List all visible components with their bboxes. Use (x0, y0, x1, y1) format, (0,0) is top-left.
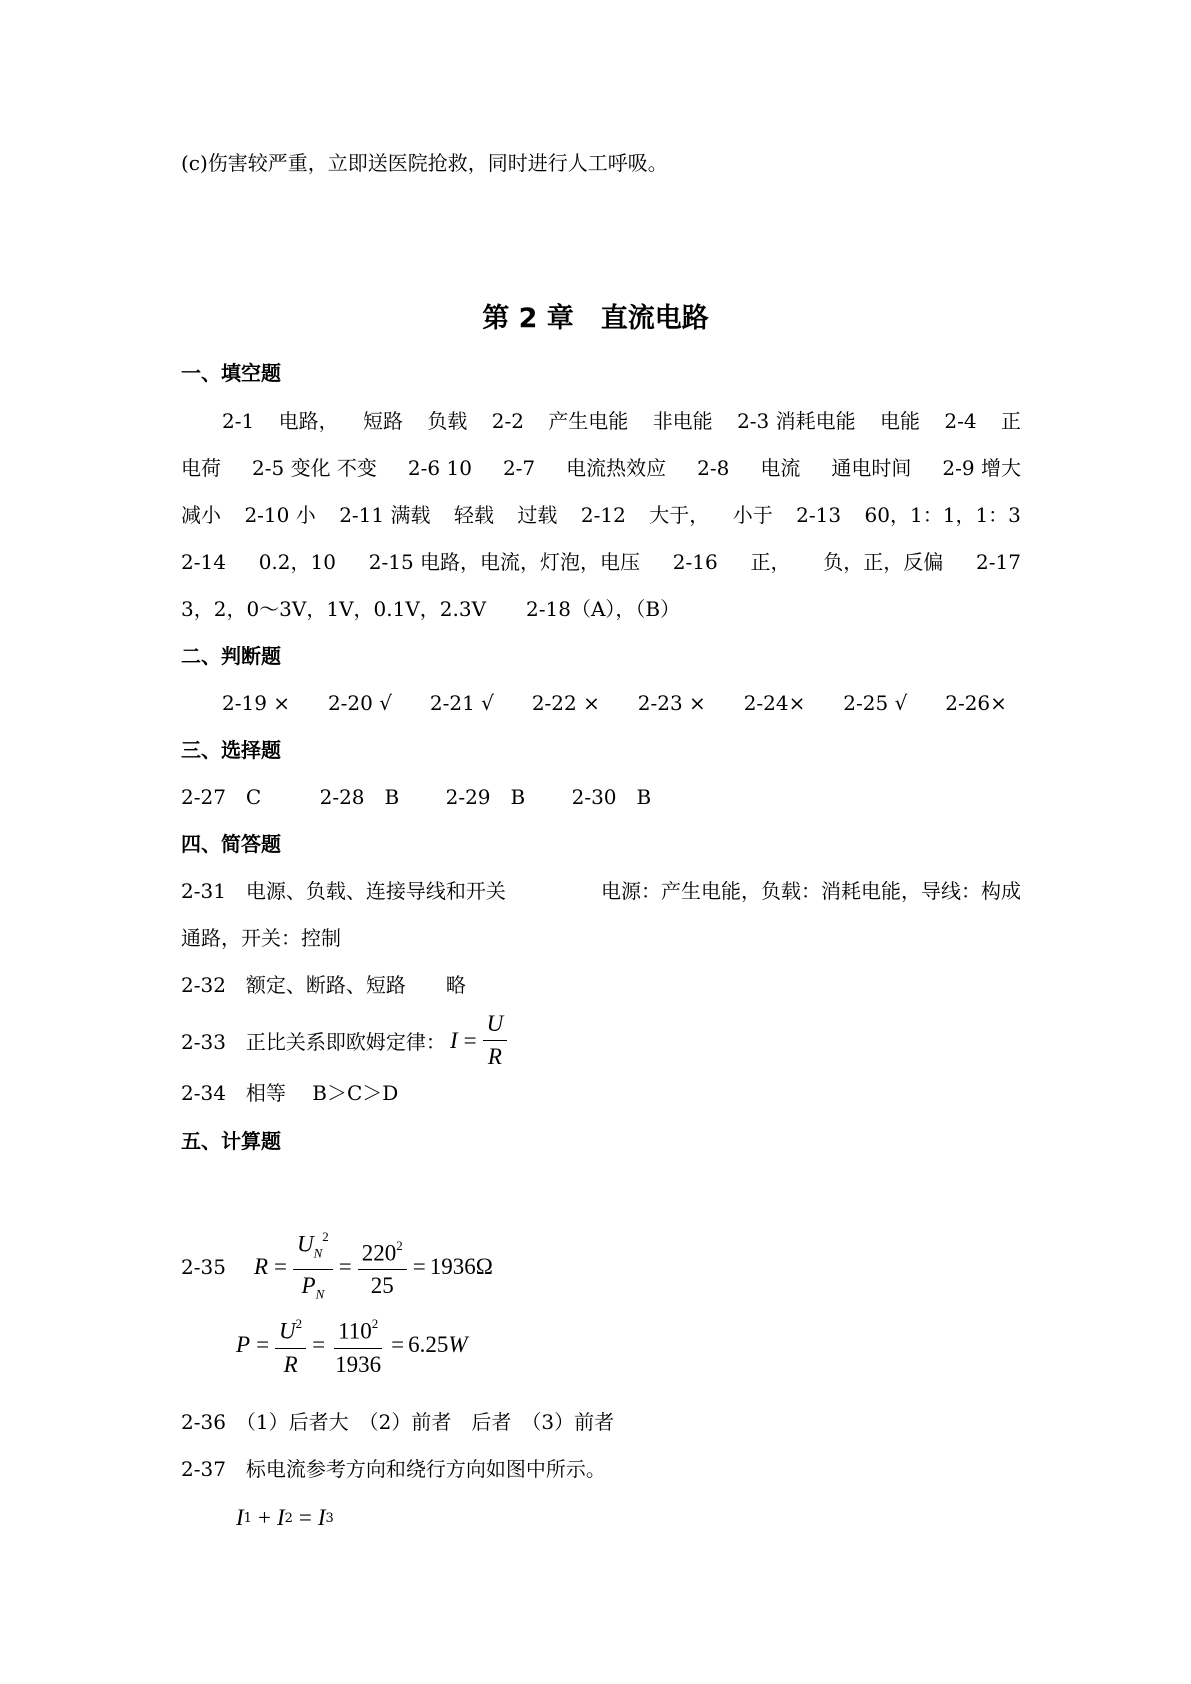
ohm-fraction (483, 1010, 508, 1071)
fill-item: 2-11 满载 (339, 503, 431, 527)
equals-sign: = (274, 1253, 287, 1279)
fill-item: 大于， (649, 503, 710, 527)
fill-in-line-1 (222, 408, 1021, 434)
voltage-symbol: U (296, 1231, 314, 1257)
fill-item: 减小 (181, 503, 221, 527)
choice-item: 2-30 B (571, 785, 652, 809)
fill-item: 通电时间 (831, 456, 912, 480)
judge-item: 2-22 × (531, 691, 600, 715)
fill-item: 2-4 (944, 409, 977, 433)
fill-item: 2-6 10 (407, 456, 472, 480)
fill-item: 负，正，反偏 (823, 550, 944, 574)
formula-current: I (449, 1027, 458, 1053)
fill-item: 2-5 变化 不变 (252, 456, 377, 480)
answer-2-31-continued: 通路，开关：控制 (181, 926, 341, 950)
power-symbol: P (236, 1332, 251, 1358)
fill-item: 2-15 电路，电流，灯泡，电压 (368, 550, 641, 574)
exponent: 2 (322, 1229, 329, 1244)
calc-2-35-label: 2-35 (181, 1254, 226, 1279)
result-value: 1936Ω (429, 1253, 493, 1279)
fraction-numerator (358, 1234, 407, 1271)
plus-sign: + (257, 1505, 271, 1530)
fill-item: 2-2 (491, 409, 524, 433)
top-line: (c)伤害较严重，立即送医院抢救，同时进行人工呼吸。 (181, 151, 668, 175)
choice-item: 2-28 B (319, 785, 400, 809)
judge-line (222, 690, 1007, 716)
fill-item: 2-12 (580, 503, 626, 527)
fraction-denominator: 25 (370, 1273, 394, 1299)
section-fill-in-heading: 一、填空题 (181, 361, 281, 385)
fill-item: 电能 (880, 409, 921, 433)
fill-item: 2-17 (976, 550, 1021, 574)
fill-item: 小于 (732, 503, 773, 527)
equals-sign: = (312, 1332, 326, 1358)
choice-line (181, 784, 1021, 810)
answer-2-33-label: 2-33 正比关系即欧姆定律： (181, 1030, 446, 1054)
equals-sign: = (256, 1332, 270, 1358)
judge-item: 2-26× (945, 691, 1007, 715)
fraction-values (358, 1234, 407, 1301)
exponent: 2 (396, 1237, 403, 1253)
equals-sign: = (391, 1332, 405, 1358)
fraction-denominator: R (283, 1351, 298, 1377)
fill-item: 2-3 消耗电能 (737, 409, 856, 433)
answer-2-34: 2-34 相等 B＞C＞D (181, 1081, 399, 1105)
fill-item: 短路 (362, 409, 403, 433)
fill-item: 2-14 (181, 550, 226, 574)
number: 110 (338, 1318, 372, 1344)
resistance-symbol: R (253, 1253, 268, 1279)
number: 220 (361, 1240, 397, 1266)
fill-item: 2-10 小 (244, 503, 316, 527)
fill-item: 电荷 (181, 456, 221, 480)
fraction-values (331, 1312, 385, 1379)
fraction-rated (293, 1225, 333, 1309)
calc-power (236, 1312, 468, 1379)
answer-2-31-line (181, 878, 1021, 904)
unit-watt: W (448, 1332, 468, 1358)
fill-in-line-4 (181, 549, 1021, 575)
judge-item: 2-23 × (637, 691, 706, 715)
subscript: 1 (243, 1510, 252, 1526)
fill-item: 电流热效应 (566, 456, 667, 480)
section-short-answer-heading: 四、简答题 (181, 832, 281, 856)
chapter-title: 第 2 章 直流电路 (482, 303, 709, 334)
answer-2-33 (181, 1010, 513, 1071)
current-symbol: I (236, 1505, 244, 1530)
equals-sign: = (463, 1027, 477, 1053)
equals-sign: = (298, 1505, 312, 1530)
judge-item: 2-20 √ (327, 691, 392, 715)
equals-sign: = (412, 1253, 426, 1279)
exponent: 2 (295, 1316, 303, 1331)
subscript: N (315, 1286, 325, 1302)
subscript: 3 (325, 1510, 334, 1526)
fill-in-line-5: 3，2，0～3V，1V，0.1V，2.3V 2-18（A），（B） (181, 597, 681, 621)
fraction-numerator (293, 1225, 333, 1270)
equals-sign: = (338, 1253, 352, 1279)
current-symbol: I (317, 1505, 326, 1530)
fill-item: 60，1：1，1：3 (864, 503, 1021, 527)
fill-in-line-2 (181, 455, 1021, 481)
calc-2-36: 2-36 （1）后者大 （2）前者 后者 （3）前者 (181, 1410, 615, 1434)
fill-item: 2-9 增大 (942, 456, 1021, 480)
exponent: 2 (371, 1316, 379, 1331)
section-judge-heading: 二、判断题 (181, 644, 281, 668)
fraction-formula (275, 1312, 306, 1379)
power-symbol: P (301, 1273, 316, 1299)
fill-item: 2-16 (672, 550, 718, 574)
fill-item: 电路， (278, 409, 339, 433)
section-choice-heading: 三、选择题 (181, 738, 281, 762)
fill-item: 过载 (517, 503, 558, 527)
judge-item: 2-24× (743, 691, 806, 715)
section-calc-heading: 五、计算题 (181, 1129, 281, 1153)
fraction-numerator (334, 1312, 382, 1349)
fill-item: 2-1 (222, 409, 255, 433)
fill-item: 负载 (427, 409, 468, 433)
judge-item: 2-25 √ (843, 691, 908, 715)
fraction-numerator: U (483, 1010, 508, 1041)
fill-item: 2-13 (796, 503, 842, 527)
fill-item: 正 (1000, 409, 1021, 433)
fill-item: 非电能 (652, 409, 713, 433)
choice-item: 2-29 B (445, 785, 526, 809)
answer-2-31-part2: 电源：产生电能，负载：消耗电能，导线：构成 (601, 879, 1021, 903)
voltage-symbol: U (279, 1318, 296, 1344)
result-value: 6.25 (408, 1332, 449, 1358)
fill-item: 正， (750, 550, 791, 574)
fill-item: 电流 (760, 456, 801, 480)
fraction-denominator: R (487, 1044, 502, 1069)
judge-item: 2-21 √ (429, 691, 494, 715)
fill-item: 轻载 (453, 503, 494, 527)
current-symbol: I (276, 1505, 285, 1530)
fill-item: 2-7 (502, 456, 536, 480)
calc-2-35 (181, 1225, 493, 1309)
answer-2-32: 2-32 额定、断路、短路 略 (181, 973, 466, 997)
subscript: N (313, 1245, 323, 1261)
fill-item: 2-8 (697, 456, 730, 480)
fraction-numerator (275, 1312, 306, 1349)
fill-item: 产生电能 (548, 409, 629, 433)
subscript: 2 (284, 1510, 293, 1526)
fill-in-line-3 (181, 502, 1021, 528)
fraction-denominator (298, 1270, 329, 1309)
fraction-denominator: 1936 (335, 1351, 382, 1377)
choice-item: 2-27 C (181, 785, 262, 809)
kcl-equation (236, 1505, 334, 1531)
judge-item: 2-19 × (222, 691, 291, 715)
answer-2-31-part1: 2-31 电源、负载、连接导线和开关 (181, 879, 506, 903)
calc-2-37: 2-37 标电流参考方向和绕行方向如图中所示。 (181, 1457, 606, 1481)
fill-item: 0.2，10 (258, 550, 336, 574)
